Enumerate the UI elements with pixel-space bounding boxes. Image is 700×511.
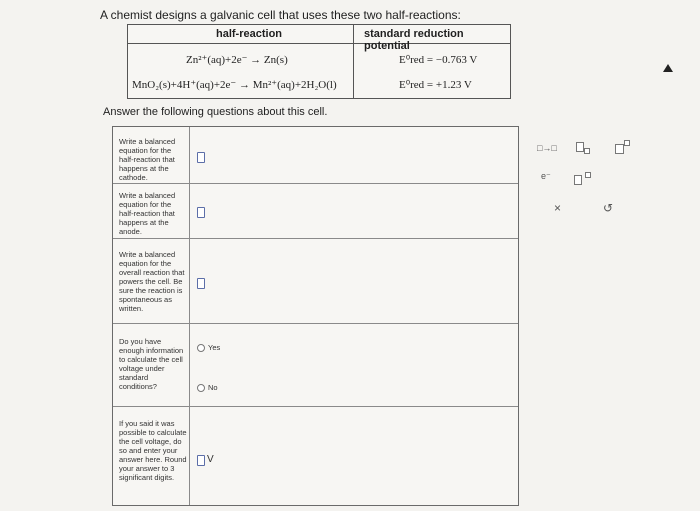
header-half-reaction: half-reaction [216, 28, 283, 40]
undo-button[interactable]: ↺ [603, 201, 614, 215]
no-radio[interactable] [197, 384, 205, 392]
questions-table [112, 126, 519, 506]
half-reaction-mno2: MnO₂(s)+4H⁺(aq)+2e⁻ → Mn²⁺(aq)+2H₂O(l) [132, 79, 337, 91]
question-label-voltage: If you said it was possible to calculate the cell voltage, do so and enter your answer here. Round your answer to 3 significant digits. [119, 419, 187, 482]
question-row-cathode [113, 127, 518, 184]
potential-zn: E⁰red = −0.763 V [399, 54, 478, 66]
subscript-tool[interactable] [576, 142, 584, 152]
half-reaction-zn: Zn²⁺(aq)+2e⁻ → Zn(s) [186, 54, 288, 66]
overall-answer-box[interactable] [197, 278, 205, 289]
yes-label: Yes [208, 343, 221, 352]
question-row-enough-info [113, 323, 518, 407]
voltage-answer-box[interactable] [197, 455, 205, 466]
question-label-anode: Write a balanced equation for the half-reaction that happens at the anode. [119, 191, 176, 236]
reaction-arrow-tool[interactable]: □→□ [537, 143, 557, 153]
superscript-tool-small [624, 140, 630, 146]
question-row-anode [113, 183, 518, 239]
voltage-unit: V [207, 454, 214, 465]
header-potential: standard reduction potential [364, 28, 464, 52]
no-label: No [208, 383, 218, 392]
potential-mno2: E⁰red = +1.23 V [399, 79, 472, 91]
half-reaction-table [127, 24, 511, 99]
sub-superscript-tool-small [585, 172, 591, 178]
clear-button[interactable]: × [554, 201, 562, 215]
question-row-voltage [113, 406, 518, 504]
question-row-overall [113, 238, 518, 324]
question-label-enough-info: Do you have enough information to calculate the cell voltage under standard conditions? [119, 337, 184, 391]
subscript-tool-small [584, 148, 590, 154]
question-label-cathode: Write a balanced equation for the half-reaction that happens at the cathode. [119, 137, 176, 182]
question-label-overall: Write a balanced equation for the overall reaction that powers the cell. Be sure the reaction is spontaneous as written. [119, 250, 185, 313]
electron-tool[interactable]: e⁻ [541, 171, 551, 181]
cathode-answer-box[interactable] [197, 152, 205, 163]
question-intro: A chemist designs a galvanic cell that uses these two half-reactions: [100, 8, 461, 22]
answer-prompt: Answer the following questions about this cell. [103, 106, 328, 118]
yes-radio[interactable] [197, 344, 205, 352]
superscript-tool[interactable] [615, 144, 624, 154]
sub-superscript-tool[interactable] [574, 175, 582, 185]
mouse-cursor [663, 64, 673, 72]
anode-answer-box[interactable] [197, 207, 205, 218]
